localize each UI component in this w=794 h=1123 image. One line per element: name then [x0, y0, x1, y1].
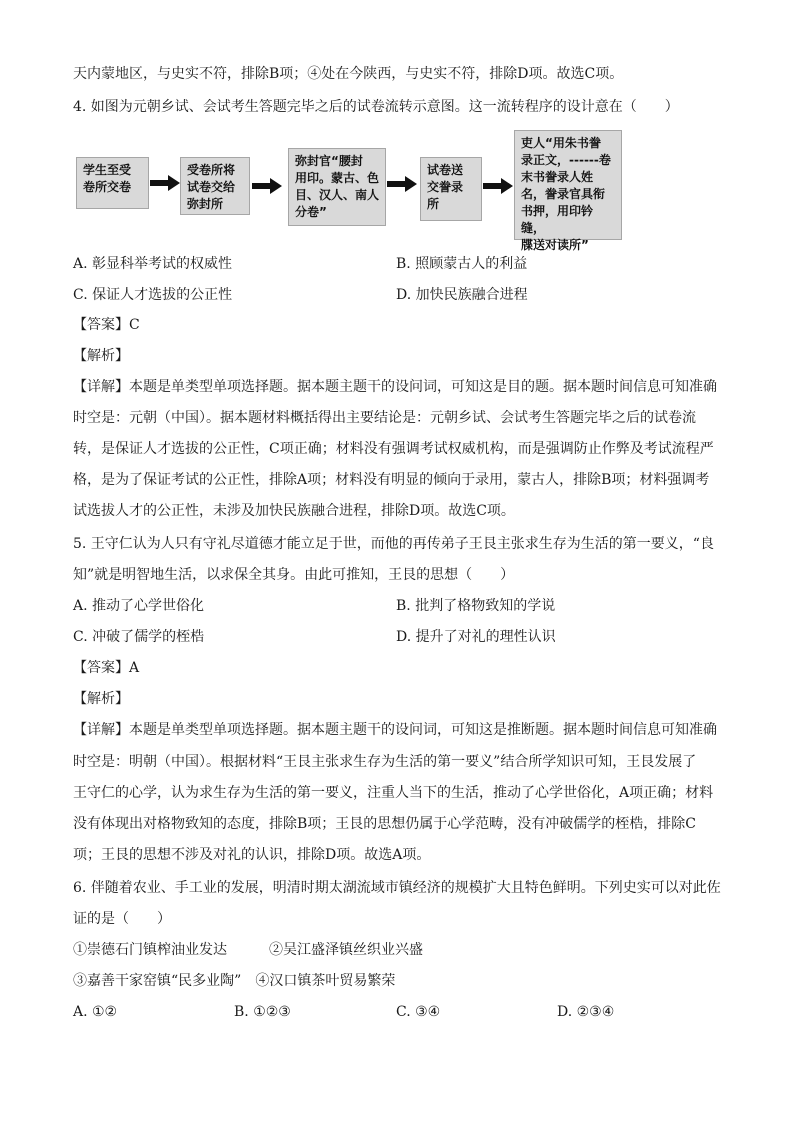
flow-step-3: 弥封官“腰封 用印。蒙古、色 目、汉人、南人 分卷” [288, 148, 386, 226]
q4-stem: 4. 如图为元朝乡试、会试考生答题完毕之后的试卷流转示意图。这一流转程序的设计意在（ ） [73, 99, 679, 115]
q4-answer: 【答案】C [73, 317, 140, 333]
q6-option-d: D. ②③④ [557, 1004, 615, 1020]
q5-detail-line: 项；王艮的思想不涉及对礼的认识，排除D项。故选A项。 [73, 847, 431, 863]
q4-detail-line: 时空是：元朝（中国）。据本题材料概括得出主要结论是：元朝乡试、会试考生答题完毕之后的试卷流 [73, 410, 696, 426]
q5-detail-line: 王守仁的心学，认为求生存为生活的第一要义，注重人当下的生活，推动了心学世俗化，A项正确；材料 [73, 785, 714, 801]
q5-stem-line: 知”就是明智地生活，以求保全其身。由此可推知，王艮的思想（ ） [73, 567, 515, 583]
q5-option-a: A. 推动了心学世俗化 [73, 598, 205, 614]
flow-step-5: 吏人“用朱书誊 录正文，------卷 末书誊录人姓 名，誊录官具衔 书押，用印钤缝， 牒送对读所” [514, 130, 622, 240]
q4-option-d: D. 加快民族融合进程 [396, 287, 528, 303]
q5-answer: 【答案】A [73, 660, 140, 676]
flow-step-1: 学生至受 卷所交卷 [76, 157, 149, 209]
q6-stem-line: 证的是（ ） [73, 911, 171, 927]
q6-option-a: A. ①② [73, 1004, 118, 1020]
arrow-right-icon [252, 178, 282, 194]
arrow-right-icon [483, 178, 513, 194]
q4-detail-line: 格，是为了保证考试的公正性，排除A项；材料没有明显的倾向于录用，蒙古人，排除B项；材料强调考 [73, 472, 710, 488]
q4-analysis-label: 【解析】 [73, 348, 129, 364]
q5-detail-line: 【详解】本题是单类型单项选择题。据本题主题干的设问词，可知这是推断题。据本题时间信息可知准确 [73, 722, 717, 738]
q4-detail-line: 试选拔人才的公正性，未涉及加快民族融合进程，排除D项。故选C项。 [73, 503, 515, 519]
q6-item-line: ①崇德石门镇榨油业发达 ②吴江盛泽镇丝织业兴盛 [73, 942, 423, 958]
q4-option-a: A. 彰显科举考试的权威性 [73, 256, 233, 272]
q6-stem-line: 6. 伴随着农业、手工业的发展，明清时期太湖流域市镇经济的规模扩大且特色鲜明。下列史实可以对此佐 [73, 880, 721, 896]
arrow-right-icon [150, 175, 180, 191]
q5-detail-line: 没有体现出对格物致知的态度，排除B项；王艮的思想仍属于心学范畴，没有冲破儒学的桎梏，排除C [73, 816, 696, 832]
q6-option-c: C. ③④ [396, 1004, 441, 1020]
q5-detail-line: 时空是：明朝（中国）。根据材料“王艮主张求生存为生活的第一要义”结合所学知识可知，王艮发展了 [73, 754, 697, 770]
q4-option-b: B. 照顾蒙古人的利益 [396, 256, 528, 272]
flow-step-4: 试卷送 交誊录 所 [420, 157, 482, 221]
q5-analysis-label: 【解析】 [73, 691, 129, 707]
q4-option-c: C. 保证人才选拔的公正性 [73, 287, 233, 303]
q4-detail-line: 【详解】本题是单类型单项选择题。据本题主题干的设问词，可知这是目的题。据本题时间信息可知准确 [73, 379, 717, 395]
q4-detail-line: 转，是保证人才选拔的公正性，C项正确；材料没有强调考试权威机构，而是强调防止作弊及考试流程严 [73, 441, 714, 457]
q5-option-c: C. 冲破了儒学的桎梏 [73, 629, 205, 645]
q6-item-line: ③嘉善干家窑镇“民多业陶” ④汉口镇茶叶贸易繁荣 [73, 973, 396, 989]
flow-step-2: 受卷所将 试卷交给 弥封所 [180, 157, 250, 215]
q5-stem-line: 5. 王守仁认为人只有守礼尽道德才能立足于世，而他的再传弟子王艮主张求生存为生活的第一要义，“良 [73, 536, 714, 552]
q5-option-d: D. 提升了对礼的理性认识 [396, 629, 556, 645]
q3-analysis-tail: 天内蒙地区，与史实不符，排除B项；④处在今陕西，与史实不符，排除D项。故选C项。 [73, 66, 624, 82]
arrow-right-icon [387, 176, 417, 192]
q5-option-b: B. 批判了格物致知的学说 [396, 598, 556, 614]
q6-option-b: B. ①②③ [234, 1004, 291, 1020]
